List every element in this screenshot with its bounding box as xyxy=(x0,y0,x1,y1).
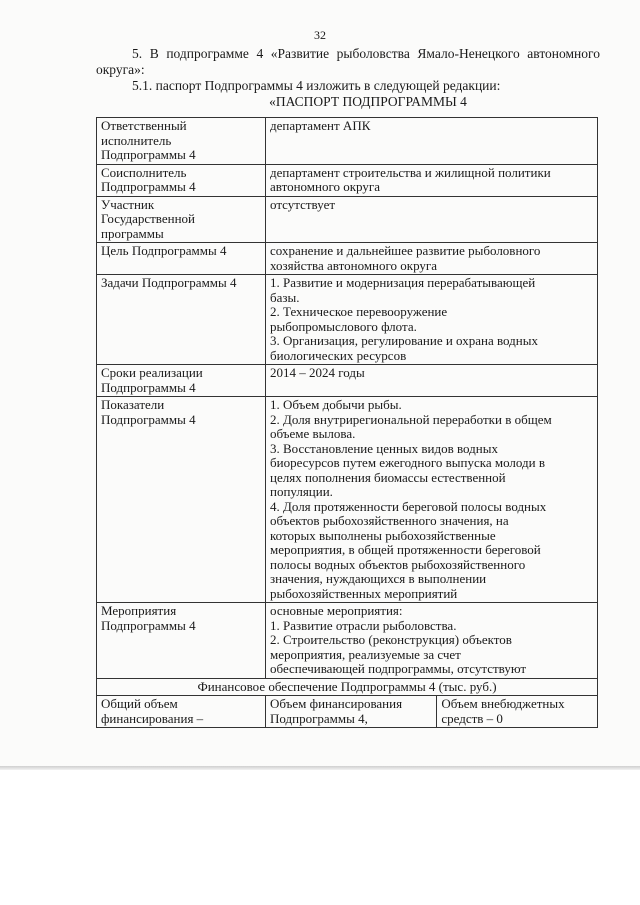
value-line: объектов рыбохозяйственного значения, на xyxy=(270,513,509,528)
finance-offbudget-line: Объем внебюджетных xyxy=(441,696,565,711)
amendment-subparagraph: 5.1. паспорт Подпрограммы 4 изложить в следующей редакции: xyxy=(132,78,501,93)
passport-row-label xyxy=(97,243,266,275)
finance-subprogram-line: Подпрограммы 4, xyxy=(270,710,368,726)
value-line: мероприятия, реализуемые за счет xyxy=(270,646,461,662)
value-line: 3. Организация, регулирование и охрана водных xyxy=(270,333,538,348)
label-line: Задачи Подпрограммы 4 xyxy=(101,275,237,290)
value-line: отсутствует xyxy=(270,196,336,212)
value-line: рыбопромыслового флота. xyxy=(270,318,417,334)
passport-row-label xyxy=(97,365,266,397)
amendment-paragraph: 5. В подпрограмме 4 «Развитие рыболовства Ямало-Ненецкого автономного округа»: xyxy=(96,46,600,77)
label-line: Подпрограммы 4 xyxy=(101,379,196,395)
value-line: хозяйства автономного округа xyxy=(270,257,438,273)
finance-total-line: финансирования – xyxy=(101,710,204,726)
passport-row xyxy=(97,365,598,397)
value-line: 2. Строительство (реконструкция) объектов xyxy=(270,632,512,647)
finance-columns-row xyxy=(97,696,598,728)
label-line: Цель Подпрограммы 4 xyxy=(101,243,227,258)
scan-bottom-edge xyxy=(0,766,640,770)
passport-row xyxy=(97,275,598,365)
value-line: 1. Объем добычи рыбы. xyxy=(270,397,402,412)
label-line: Подпрограммы 4 xyxy=(101,179,196,194)
value-line: значения, нуждающихся в выполнении xyxy=(270,571,487,586)
passport-row-value xyxy=(266,275,598,365)
passport-row-value xyxy=(266,118,598,165)
value-line: популяции. xyxy=(270,484,333,499)
passport-row xyxy=(97,164,598,196)
passport-row-label xyxy=(97,275,266,365)
passport-row-label xyxy=(97,118,266,165)
finance-total-line: Общий объем xyxy=(101,696,178,711)
passport-row-value xyxy=(266,243,598,275)
passport-row xyxy=(97,118,598,165)
value-line: биоресурсов путем ежегодного выпуска молоди в xyxy=(270,455,545,470)
finance-subprogram-line: Объем финансирования xyxy=(270,696,403,711)
label-line: программы xyxy=(101,225,164,241)
value-line: мероприятия, в общей протяженности береговой xyxy=(270,542,541,557)
label-line: Ответственный xyxy=(101,118,187,133)
page-number: 32 xyxy=(314,28,326,42)
value-line: биологических ресурсов xyxy=(270,347,407,363)
value-line: базы. xyxy=(270,289,300,305)
finance-offbudget-line: средств – 0 xyxy=(441,710,503,726)
value-line: 2014 – 2024 годы xyxy=(270,365,365,380)
value-line: обеспечивающей подпрограммы, отсутствуют xyxy=(270,661,527,676)
finance-total-cell xyxy=(97,696,266,728)
label-line: Мероприятия xyxy=(101,603,177,618)
passport-row-value xyxy=(266,603,598,679)
value-line: департамент строительства и жилищной политики xyxy=(270,164,551,180)
value-line: 1. Развитие и модернизация перерабатывающей xyxy=(270,275,536,290)
value-line: 1. Развитие отрасли рыболовства. xyxy=(270,617,457,633)
value-line: основные мероприятия: xyxy=(270,603,403,618)
label-line: Соисполнитель xyxy=(101,164,187,180)
value-line: 4. Доля протяженности береговой полосы водных xyxy=(270,498,547,514)
value-line: объеме вылова. xyxy=(270,426,356,441)
value-line: рыбохозяйственных мероприятий xyxy=(270,585,458,601)
passport-row-value xyxy=(266,164,598,196)
passport-title: «ПАСПОРТ ПОДПРОГРАММЫ 4 xyxy=(269,94,467,109)
value-line: полосы водных объектов рыбохозяйственного xyxy=(270,556,526,572)
passport-row xyxy=(97,196,598,243)
label-line: Сроки реализации xyxy=(101,365,203,380)
label-line: Подпрограммы 4 xyxy=(101,617,196,633)
value-line: автономного округа xyxy=(270,179,380,194)
passport-row-label xyxy=(97,603,266,679)
passport-table xyxy=(96,117,598,728)
intro-text xyxy=(96,46,600,110)
value-line: департамент АПК xyxy=(270,118,371,133)
value-line: сохранение и дальнейшее развитие рыболовного xyxy=(270,243,541,258)
value-line: 3. Восстановление ценных видов водных xyxy=(270,440,498,456)
value-line: которых выполнены рыбохозяйственные xyxy=(270,527,496,543)
value-line: 2. Доля внутрирегиональной переработки в общем xyxy=(270,411,552,427)
label-line: исполнитель xyxy=(101,132,172,148)
passport-row-label xyxy=(97,164,266,196)
label-line: Подпрограммы 4 xyxy=(101,147,196,162)
label-line: Государственной xyxy=(101,211,196,226)
passport-row xyxy=(97,603,598,679)
finance-header: Финансовое обеспечение Подпрограммы 4 (тыс. руб.) xyxy=(97,678,598,696)
passport-row-label xyxy=(97,397,266,603)
passport-row-value xyxy=(266,397,598,603)
label-line: Показатели xyxy=(101,397,165,412)
label-line: Участник xyxy=(101,196,155,212)
passport-row xyxy=(97,397,598,603)
passport-row-value xyxy=(266,365,598,397)
value-line: 2. Техническое перевооружение xyxy=(270,304,448,319)
finance-subprogram-cell xyxy=(266,696,437,728)
finance-offbudget-cell xyxy=(437,696,598,728)
finance-header-row xyxy=(97,678,598,696)
value-line: целях пополнения биомассы естественной xyxy=(270,469,506,485)
passport-row-label xyxy=(97,196,266,243)
passport-row-value xyxy=(266,196,598,243)
label-line: Подпрограммы 4 xyxy=(101,411,196,427)
passport-row xyxy=(97,243,598,275)
